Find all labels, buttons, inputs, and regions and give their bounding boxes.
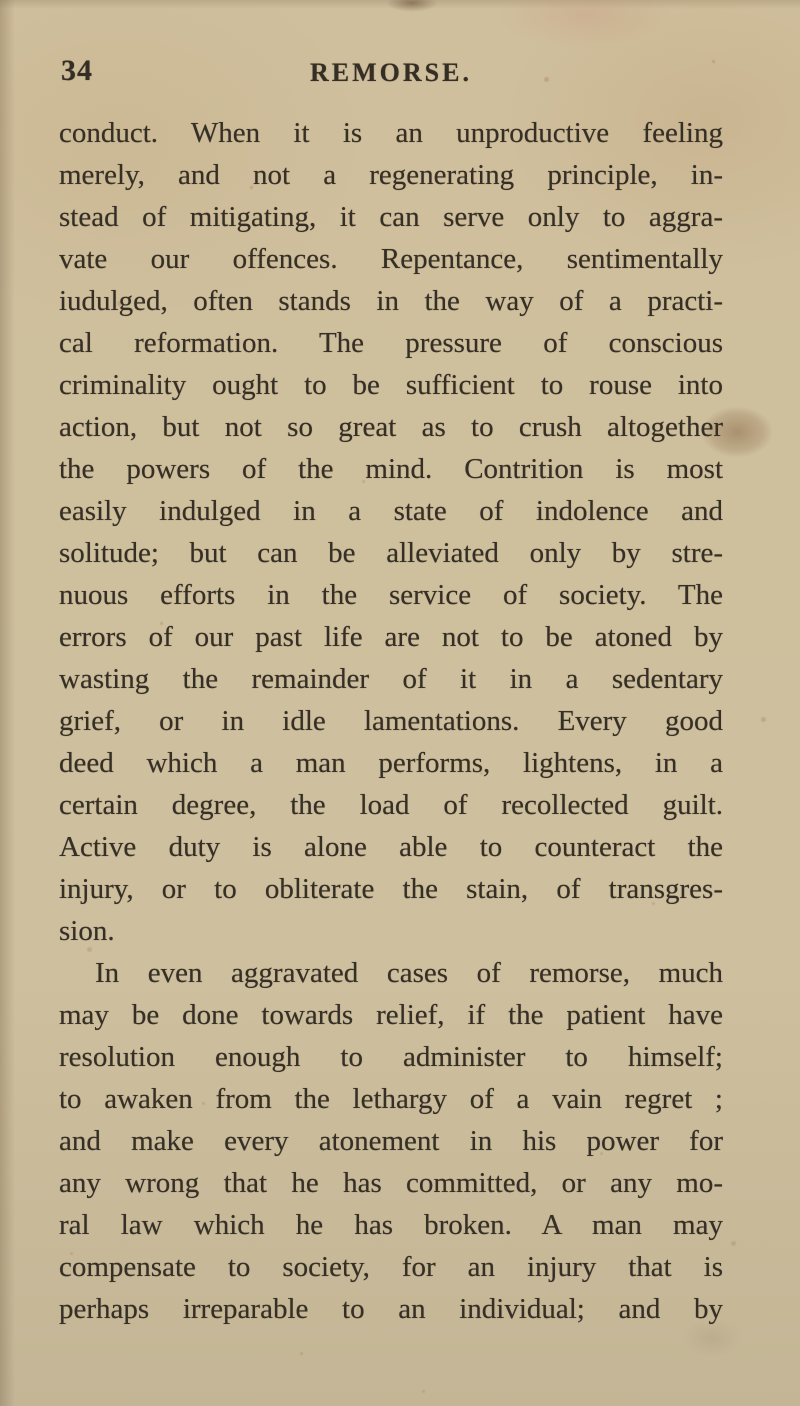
text-line: to awaken from the lethargy of a vain regret ; xyxy=(59,1083,723,1115)
text-line: deed which a man performs, lightens, in a xyxy=(59,747,723,779)
text-line: easily indulged in a state of indolence and xyxy=(59,495,723,527)
text-line: ral law which he has broken. A man may xyxy=(59,1209,723,1241)
text-line: the powers of the mind. Contrition is most xyxy=(59,453,723,485)
text-line: and make every atonement in his power for xyxy=(59,1125,723,1157)
text-line: any wrong that he has committed, or any mo- xyxy=(59,1167,723,1199)
text-line: injury, or to obliterate the stain, of transgres- xyxy=(59,873,723,905)
text-line: Active duty is alone able to counteract the xyxy=(59,831,723,863)
page-number: 34 xyxy=(61,54,93,87)
text-line: may be done towards relief, if the patient have xyxy=(59,999,723,1031)
paragraph-1 xyxy=(59,112,723,952)
page-header xyxy=(59,54,723,90)
text-line: grief, or in idle lamentations. Every good xyxy=(59,705,723,737)
text-line: certain degree, the load of recollected guilt. xyxy=(59,789,723,821)
text-line: In even aggravated cases of remorse, much xyxy=(95,957,723,989)
text-line: sion. xyxy=(59,915,115,947)
text-line: stead of mitigating, it can serve only to aggra- xyxy=(59,201,723,233)
text-line: compensate to society, for an injury that is xyxy=(59,1251,723,1283)
text-line: perhaps irreparable to an individual; and by xyxy=(59,1293,723,1325)
text-line: criminality ought to be sufficient to rouse into xyxy=(59,369,723,401)
text-line: iudulged, often stands in the way of a practi- xyxy=(59,285,723,317)
paragraph-2 xyxy=(59,952,723,1330)
text-line: conduct. When it is an unproductive feeling xyxy=(59,117,723,149)
text-line: cal reformation. The pressure of conscious xyxy=(59,327,723,359)
paper-foxing-speckles xyxy=(0,0,3,3)
text-line: vate our offences. Repentance, sentimentally xyxy=(59,243,723,275)
running-head: REMORSE. xyxy=(310,58,472,87)
text-line: errors of our past life are not to be atoned by xyxy=(59,621,723,653)
text-line: wasting the remainder of it in a sedentary xyxy=(59,663,723,695)
text-line: merely, and not a regenerating principle, in- xyxy=(59,159,723,191)
text-line: nuous efforts in the service of society. The xyxy=(59,579,723,611)
text-line: resolution enough to administer to himself; xyxy=(59,1041,723,1073)
text-line: solitude; but can be alleviated only by stre- xyxy=(59,537,723,569)
text-line: action, but not so great as to crush altogether xyxy=(59,411,723,443)
body-text xyxy=(59,112,723,1330)
